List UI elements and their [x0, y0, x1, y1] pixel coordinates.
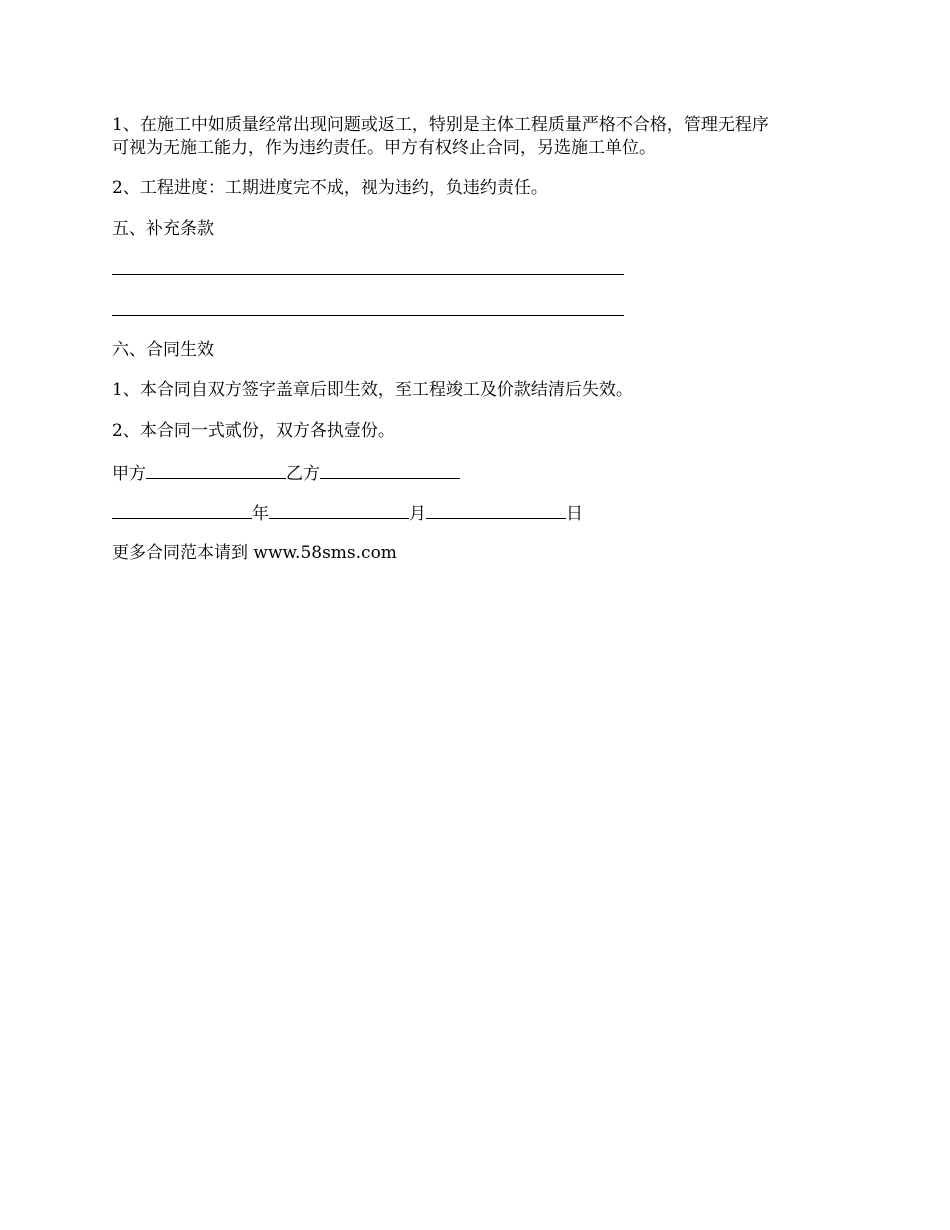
paragraph-schedule: 2、工程进度：工期进度完不成，视为违约，负违约责任。 [112, 178, 548, 198]
date-row [112, 500, 583, 526]
year-label: 年 [252, 504, 269, 524]
supplementary-blank-line-2 [112, 315, 624, 316]
month-label: 月 [409, 504, 426, 524]
supplementary-blank-line-1 [112, 274, 624, 275]
section-six-heading: 六、合同生效 [112, 340, 214, 360]
party-a-label: 甲方 [112, 464, 146, 484]
day-blank [426, 500, 566, 519]
paragraph-quality-line-1: 1、在施工中如质量经常出现问题或返工，特别是主体工程质量严格不合格，管理无程序 [112, 115, 769, 135]
signature-row [112, 460, 460, 486]
section-five-heading: 五、补充条款 [112, 219, 214, 239]
paragraph-quality-line-2: 可视为无施工能力，作为违约责任。甲方有权终止合同，另选施工单位。 [112, 138, 656, 158]
day-label: 日 [566, 504, 583, 524]
footer-note: 更多合同范本请到 www.58sms.com [112, 543, 397, 563]
year-blank [112, 500, 252, 519]
party-b-signature-blank [320, 460, 460, 479]
clause-effective: 1、本合同自双方签字盖章后即生效，至工程竣工及价款结清后失效。 [112, 380, 633, 400]
month-blank [269, 500, 409, 519]
clause-copies: 2、本合同一式贰份，双方各执壹份。 [112, 421, 395, 441]
party-a-signature-blank [146, 460, 286, 479]
party-b-label: 乙方 [286, 464, 320, 484]
